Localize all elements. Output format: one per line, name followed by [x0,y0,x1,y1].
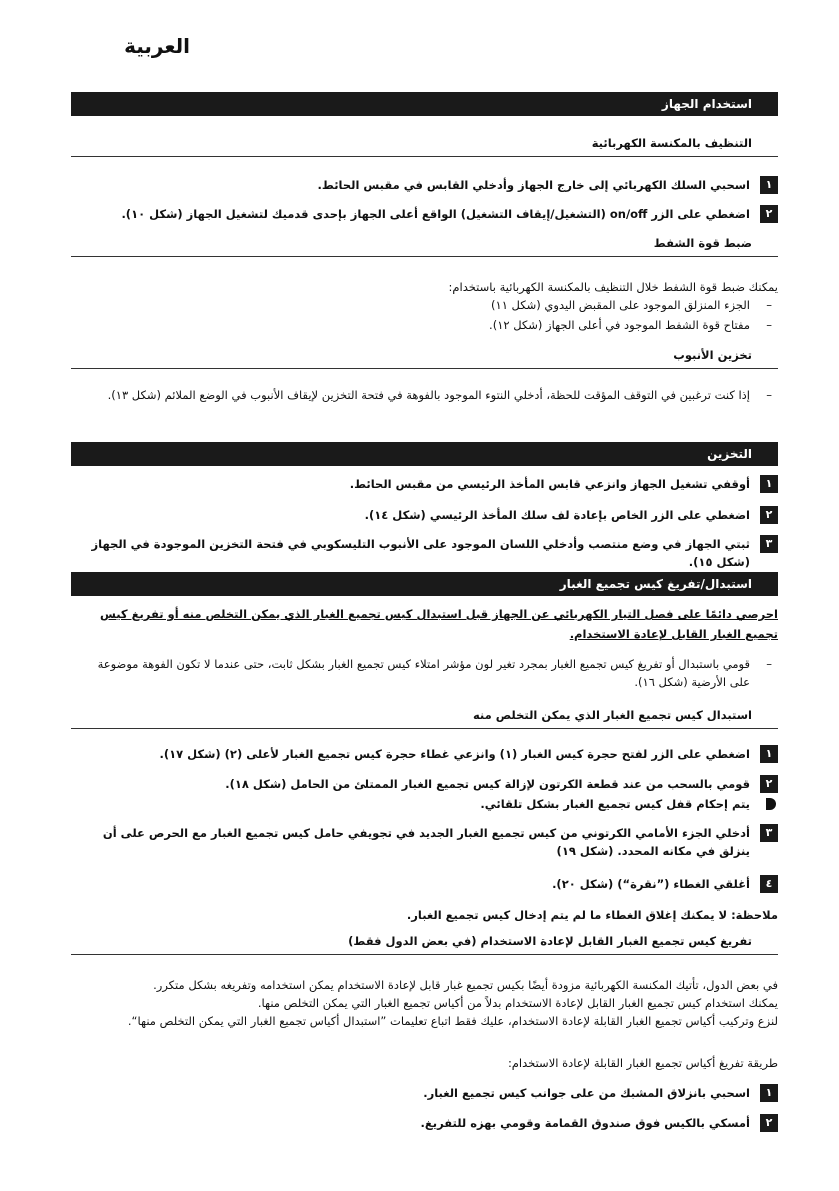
step-text: أمسكي بالكيس فوق صندوق القمامة وقومي بهزه للتفريغ. [420,1116,750,1130]
list-item-text: قومي باستبدال أو تفريغ كيس تجميع الغبار بمجرد تغير لون مؤشر امتلاء كيس تجميع الغبار بشكل ثابت، حتى عندما لا تكون الفوهة موضوعة على الأرضية (شكل ١٦). [97,657,750,689]
step-text: أدخلي الجزء الأمامي الكرتوني من كيس تجميع الغبار الجديد في تجويفي حامل كيس تجميع الغبار مع الحرص على أن ينزلق في مكانه المحدد. (شكل ١٩) [102,826,750,858]
subheading-suction: ضبط قوة الشفط [71,236,778,257]
auto-lock-note [78,795,778,813]
note-text: ملاحظة: لا يمكنك إغلاق الغطاء ما لم يتم إدخال كيس تجميع الغبار. [406,908,778,922]
step-item [78,475,778,493]
subheading-cleaning: التنظيف بالمكنسة الكهربائية [71,136,778,157]
subheading-reusable: تفريغ كيس تجميع الغبار القابل لإعادة الاستخدام (في بعض الدول فقط) [71,934,778,955]
list-item [78,296,778,314]
step-number: ٤ [760,875,778,893]
list-item [78,386,778,404]
step-item [78,824,778,860]
step-item [78,875,778,893]
section-header-storage: التخزين [71,442,778,466]
auto-lock-text: يتم إحكام قفل كيس تجميع الغبار بشكل تلقائي. [480,797,750,811]
step-text: اضغطي على الزر الخاص بإعادة لف سلك المأخذ الرئيسي (شكل ١٤). [364,508,750,522]
step-text: ثبتي الجهاز في وضع منتصب وأدخلي اللسان الموجود على الأنبوب التليسكوبي في فتحة التخزين الموجودة في الجهاز (شكل ١٥). [91,537,750,569]
bullet-dash: – [766,388,772,402]
step-text: قومي بالسحب من عند قطعة الكرتون لإزالة كيس تجميع الغبار الممتلئ من الحامل (شكل ١٨). [225,777,750,791]
warning-text: احرصي دائمًا على فصل التيار الكهربائي عن الجهاز قبل استبدال كيس تجميع الغبار الذي يمكن التخلص منه أو تفريغ كيس تجميع الغبار القابل لإعادة الاستخدام. [99,607,778,641]
step-text: اضغطي على الزر لفتح حجرة كيس الغبار (١) وانزعي غطاء حجرة كيس تجميع الغبار لأعلى (٢) (شكل ١٧). [159,747,750,761]
step-item [78,775,778,793]
section-header-dustbag: استبدال/تفريغ كيس تجميع الغبار [71,572,778,596]
list-item [78,655,778,691]
paragraph: في بعض الدول، تأتيك المكنسة الكهربائية مزودة أيضًا بكيس تجميع غبار قابل لإعادة الاستخدام يمكن استخدامه وتفريغه بشكل متكرر. [153,978,778,992]
step-number: ٢ [760,205,778,223]
step-item [78,1084,778,1102]
step-item [78,535,778,571]
step-number: ٢ [760,775,778,793]
step-text: أغلقي الغطاء (”نقرة“) (شكل ٢٠). [552,877,750,891]
step-number: ٢ [760,1114,778,1132]
section-header-using: استخدام الجهاز [71,92,778,116]
subheading-disposable: استبدال كيس تجميع الغبار الذي يمكن التخلص منه [71,708,778,729]
list-item-text: مفتاح قوة الشفط الموجود في أعلى الجهاز (شكل ١٢). [489,318,750,332]
step-item [78,1114,778,1132]
list-item-text: الجزء المنزلق الموجود على المقبض اليدوي (شكل ١١) [491,298,750,312]
step-item [78,745,778,763]
result-indicator-icon [766,798,776,810]
step-text: اسحبي بانزلاق المشبك من على جوانب كيس تجميع الغبار. [423,1086,750,1100]
step-number: ١ [760,176,778,194]
step-number: ١ [760,475,778,493]
step-number: ١ [760,1084,778,1102]
step-text: اضغطي على الزر on/off (التشغيل/إيقاف التشغيل) الواقع أعلى الجهاز بإحدى قدميك لتشغيل الجهاز (شكل ١٠). [121,207,750,221]
step-item [78,176,778,194]
subheading-tube: تخزين الأنبوب [71,348,778,369]
step-text: اسحبي السلك الكهربائي إلى خارج الجهاز وأدخلي القابس في مقبس الحائط. [317,178,750,192]
list-item [78,316,778,334]
list-item-text: إذا كنت ترغبين في التوقف المؤقت للحظة، أدخلي النتوء الموجود بالفوهة في فتحة التخزين لإيقاف الأنبوب في الوضع الملائم (شكل ١٣). [107,388,750,402]
step-text: أوقفي تشغيل الجهاز وانزعي قابس المأخذ الرئيسي من مقبس الحائط. [349,477,750,491]
step-number: ١ [760,745,778,763]
step-number: ٢ [760,506,778,524]
language-label: العربية [124,34,190,58]
step-item [78,506,778,524]
paragraph: يمكنك استخدام كيس تجميع الغبار القابل لإعادة الاستخدام بدلاً من أكياس تجميع الغبار التي يمكن التخلص منها. [257,996,778,1010]
bullet-dash: – [766,298,772,312]
suction-intro: يمكنك ضبط قوة الشفط خلال التنظيف بالمكنسة الكهربائية باستخدام: [448,280,778,294]
paragraph: طريقة تفريغ أكياس تجميع الغبار القابلة لإعادة الاستخدام: [507,1056,778,1070]
paragraph: لنزع وتركيب أكياس تجميع الغبار القابلة لإعادة الاستخدام، عليك فقط اتباع تعليمات ”استبدال أكياس تجميع الغبار التي يمكن التخلص منها“. [127,1014,778,1028]
step-item [78,205,778,223]
step-number: ٣ [760,535,778,553]
bullet-dash: – [766,657,772,671]
step-number: ٣ [760,824,778,842]
bullet-dash: – [766,318,772,332]
